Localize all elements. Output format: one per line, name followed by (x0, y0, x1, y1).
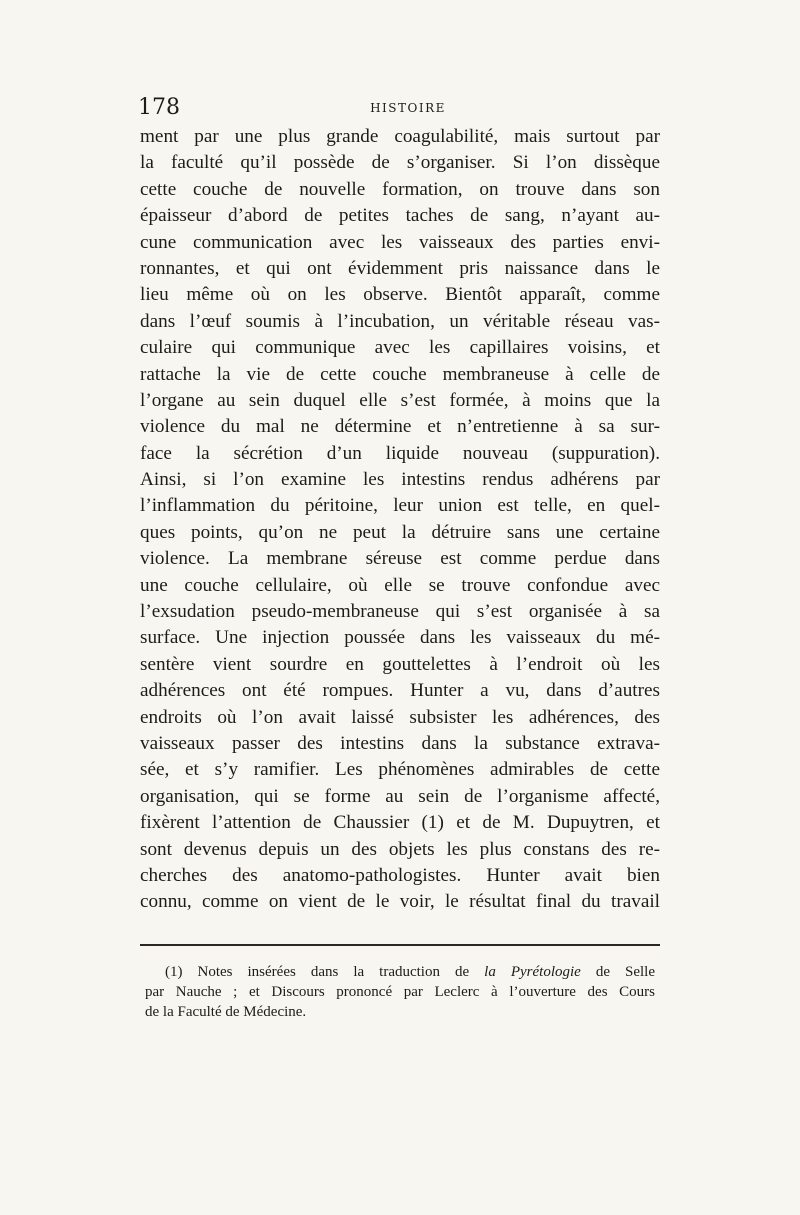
body-text (140, 124, 660, 916)
footnote (145, 962, 655, 1022)
footnote-rule (140, 944, 660, 946)
text-line: fixèrent l’attention de Chaussier (1) et de M. Dupuytren, et (140, 812, 660, 834)
footnote-line (145, 962, 655, 982)
text-line: Ainsi, si l’on examine les intestins rendus adhérens par (140, 469, 660, 491)
text-line: rattache la vie de cette couche membraneuse à celle de (140, 363, 660, 385)
text-line: adhérences ont été rompues. Hunter a vu, dans d’autres (140, 680, 660, 702)
text-line: sont devenus depuis un des objets les plus constans des re- (140, 838, 660, 860)
text-line: violence. La membrane séreuse est comme perdue dans (140, 548, 660, 570)
text-line: une couche cellulaire, où elle se trouve confondue avec (140, 574, 660, 596)
text-line: la faculté qu’il possède de s’organiser. Si l’on dissèque (140, 152, 660, 174)
text-line: culaire qui communique avec les capillaires voisins, et (140, 337, 660, 359)
text-line: sée, et s’y ramifier. Les phénomènes admirables de cette (140, 759, 660, 781)
footnote-line: par Nauche ; et Discours prononcé par Leclerc à l’ouverture des Cours (145, 984, 655, 1000)
text-line: l’exsudation pseudo-membraneuse qui s’est organisée à sa (140, 601, 660, 623)
footnote-text: (1) Notes insérées dans la traduction de (165, 964, 485, 980)
running-head: HISTOIRE (370, 101, 446, 115)
text-line: lieu même où on les observe. Bientôt apparaît, comme (140, 284, 660, 306)
text-line: face la sécrétion d’un liquide nouveau (suppuration). (140, 442, 660, 464)
text-line: dans l’œuf soumis à l’incubation, un véritable réseau vas- (140, 310, 660, 332)
text-line: l’inflammation du péritoine, leur union est telle, en quel- (140, 495, 660, 517)
footnote-line: de la Faculté de Médecine. (145, 1004, 307, 1020)
text-line: ronnantes, et qui ont évidemment pris naissance dans le (140, 257, 660, 279)
text-line: surface. Une injection poussée dans les vaisseaux du mé- (140, 627, 660, 649)
text-line: ment par une plus grande coagulabilité, mais surtout par (140, 126, 660, 147)
footnote-book-title: la Pyrétologie (484, 964, 581, 980)
page-header (138, 96, 658, 120)
footnote-text: de Selle (580, 964, 655, 980)
page-number: 178 (138, 95, 180, 120)
text-line: épaisseur d’abord de petites taches de sang, n’ayant au- (140, 205, 660, 227)
text-line: organisation, qui se forme au sein de l’organisme affecté, (140, 785, 660, 807)
text-line: cette couche de nouvelle formation, on trouve dans son (140, 178, 660, 200)
text-line: violence du mal ne détermine et n’entretienne à sa sur- (140, 416, 660, 438)
text-line: ques points, qu’on ne peut la détruire sans une certaine (140, 521, 660, 543)
text-line: sentère vient sourdre en gouttelettes à l’endroit où les (140, 653, 660, 675)
text-line: connu, comme on vient de le voir, le résultat final du travail (140, 891, 660, 913)
text-line: vaisseaux passer des intestins dans la substance extrava- (140, 732, 660, 754)
text-line: cherches des anatomo-pathologistes. Hunter avait bien (140, 864, 660, 886)
text-line: l’organe au sein duquel elle s’est formée, à moins que la (140, 389, 660, 411)
text-line: cune communication avec les vaisseaux des parties envi- (140, 231, 660, 253)
text-line: endroits où l’on avait laissé subsister les adhérences, des (140, 706, 660, 728)
